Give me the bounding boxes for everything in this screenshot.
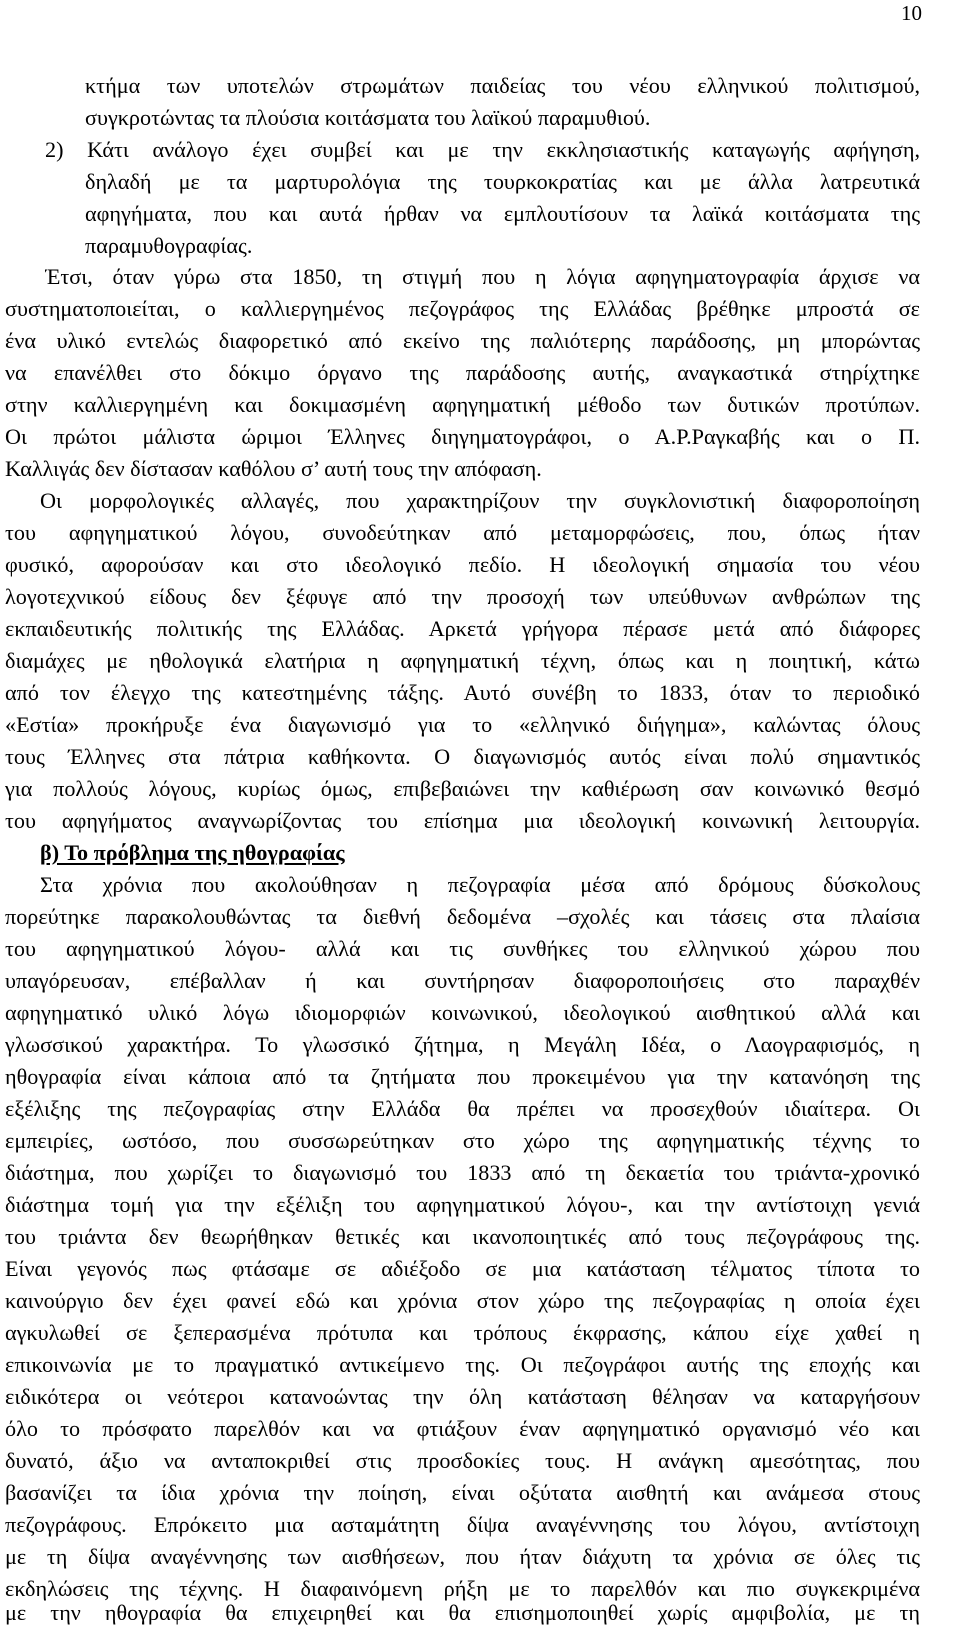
text-line: όλο το πρόσφατο παρελθόν και να φτιάξουν έναν αφηγηματικό οργανισμό νέο και — [5, 1416, 920, 1441]
text-line: ένα υλικό εντελώς διαφορετικό από εκείνο της παλιότερης παράδοσης, μη μπορώντας — [5, 328, 920, 353]
text-line: δηλαδή με τα μαρτυρολόγια της τουρκοκρατίας και με άλλα λατρευτικά — [85, 169, 920, 194]
text-line: Έτσι, όταν γύρω στα 1850, τη στιγμή που η λόγια αφηγηματογραφία άρχισε να — [45, 264, 920, 289]
text-line: αφηγηματικό υλικό λόγω ιδιομορφιών κοινωνικού, ιδεολογικού αισθητικού αλλά και — [5, 1000, 920, 1025]
text-line: να επανέλθει στο δόκιμο όργανο της παράδοσης αυτής, αναγκαστικά στηρίχτηκε — [5, 360, 920, 385]
text-line: δυνατό, άξιο να ανταποκριθεί στις προσδοκίες τους. Η ανάγκη αμεσότητας, που — [5, 1448, 920, 1473]
text-line: 2) Κάτι ανάλογο έχει συμβεί και με την εκκλησιαστικής καταγωγής αφήγηση, — [45, 137, 920, 162]
text-line: ειδικότερα οι νεότεροι κατανοώντας την όλη κατάσταση θέλησαν να καταργήσουν — [5, 1384, 920, 1409]
section-heading: β) Το πρόβλημα της ηθογραφίας — [40, 840, 345, 865]
text-line: διαμάχες με ηθολογικά ελατήρια η αφηγηματική τέχνη, όπως και η ποιητική, κάτω — [5, 648, 920, 673]
text-line: του αφηγηματικού λόγου- αλλά και τις συνθήκες του ελληνικού χώρου που — [5, 936, 920, 961]
text-line: του τριάντα δεν θεωρήθηκαν θετικές και ικανοποιητικές από τους πεζογράφους της. — [5, 1224, 920, 1249]
text-line: κτήμα των υποτελών στρωμάτων παιδείας του νέου ελληνικού πολιτισμού, — [85, 73, 920, 98]
text-line: ηθογραφία είναι κάποια από τα ζητήματα που προκειμένου για την κατανόηση της — [5, 1064, 920, 1089]
text-line: συγκροτώντας τα πλούσια κοιτάσματα του λαϊκού παραμυθιού. — [85, 105, 651, 130]
text-line: του αφηγήματος αναγνωρίζοντας του επίσημα μια ιδεολογική κοινωνική λειτουργία. — [5, 808, 920, 833]
text-line: από τον έλεγχο της κατεστημένης τάξης. Αυτό συνέβη το 1833, όταν το περιοδικό — [5, 680, 920, 705]
text-line: εμπειρίες, ωστόσο, που συσσωρεύτηκαν στο χώρο της αφηγηματικής τέχνης το — [5, 1128, 920, 1153]
text-line: διάστημα, που χωρίζει το διαγωνισμό του 1833 από τη δεκαετία του τριάντα-χρονικό — [5, 1160, 920, 1185]
page-number: 10 — [901, 1, 922, 25]
text-line: με τη δίψα αναγέννησης των αισθήσεων, που ήταν διάχυτη τα χρόνια σε όλες τις — [5, 1544, 920, 1569]
text-line: Οι πρώτοι μάλιστα ώριμοι Έλληνες διηγηματογράφοι, ο Α.Ρ.Ραγκαβής και ο Π. — [5, 424, 920, 449]
text-line: εκπαιδευτικής πολιτικής της Ελλάδας. Αρκετά γρήγορα πέρασε μετά από διάφορες — [5, 616, 920, 641]
text-line: Καλλιγάς δεν δίστασαν καθόλου σ’ αυτή τους την απόφαση. — [5, 456, 542, 481]
text-line: εκδηλώσεις της τέχνης. Η διαφαινόμενη ρήξη με το παρελθόν και πιο συγκεκριμένα — [5, 1576, 920, 1601]
text-line: πορεύτηκε παρακολουθώντας τα διεθνή δεδομένα –σχολές και τάσεις στα πλαίσια — [5, 904, 920, 929]
text-line: για πολλούς λόγους, κυρίως όμως, επιβεβαιώνει την καθιέρωση σαν κοινωνικό θεσμό — [5, 776, 920, 801]
text-line: του αφηγηματικού λόγου, συνοδεύτηκαν από μεταμορφώσεις, που, όπως ήταν — [5, 520, 920, 545]
text-line: παραμυθογραφίας. — [85, 233, 253, 258]
text-line: Οι μορφολογικές αλλαγές, που χαρακτηρίζουν την συγκλονιστική διαφοροποίηση — [40, 488, 920, 513]
text-line: επικοινωνία με το πραγματικό αντικείμενο της. Οι πεζογράφοι αυτής της εποχής και — [5, 1352, 920, 1377]
text-line: πεζογράφους. Επρόκειτο μια ασταμάτητη δίψα αναγέννησης του λόγου, αντίστοιχη — [5, 1512, 920, 1537]
text-line: με την ηθογραφία θα επιχειρηθεί και θα επισημοποιηθεί χωρίς αμφιβολία, με τη — [5, 1600, 920, 1625]
text-line: «Εστία» προκήρυξε ένα διαγωνισμό για το «ελληνικό διήγημα», καλώντας όλους — [5, 712, 920, 737]
text-line: Στα χρόνια που ακολούθησαν η πεζογραφία μέσα από δρόμους δύσκολους — [40, 872, 920, 897]
text-line: βασανίζει τα ίδια χρόνια την ποίηση, είναι οξύτατα αισθητή και ανάμεσα στους — [5, 1480, 920, 1505]
text-line: γλωσσικού χαρακτήρα. Το γλωσσικό ζήτημα, η Μεγάλη Ιδέα, ο Λαογραφισμός, η — [5, 1032, 920, 1057]
text-line: αγκυλωθεί σε ξεπερασμένα πρότυπα και τρόπους έκφρασης, κάπου είχε χαθεί η — [5, 1320, 920, 1345]
text-line: διάστημα τομή για την εξέλιξη του αφηγηματικού λόγου-, και την αντίστοιχη γενιά — [5, 1192, 920, 1217]
text-line: λογοτεχνικού είδους δεν ξέφυγε από την προσοχή των υπεύθυνων ανθρώπων της — [5, 584, 920, 609]
text-line: υπαγόρευσαν, επέβαλλαν ή και συντήρησαν διαφοροποιήσεις στο παραχθέν — [5, 968, 920, 993]
text-line: Είναι γεγονός πως φτάσαμε σε αδιέξοδο σε μια κατάσταση τέλματος τίποτα το — [5, 1256, 920, 1281]
text-line: φυσικό, αφορούσαν και στο ιδεολογικό πεδίο. Η ιδεολογική σημασία του νέου — [5, 552, 920, 577]
text-line: αφηγήματα, που και αυτά ήρθαν να εμπλουτίσουν τα λαϊκά κοιτάσματα της — [85, 201, 920, 226]
text-line: καινούργιο δεν έχει φανεί εδώ και χρόνια στον χώρο της πεζογραφίας η οποία έχει — [5, 1288, 920, 1313]
text-line: συστηματοποιείται, ο καλλιεργημένος πεζογράφος της Ελλάδας βρέθηκε μπροστά σε — [5, 296, 920, 321]
text-line: στην καλλιεργημένη και δοκιμασμένη αφηγηματική μέθοδο των δυτικών προτύπων. — [5, 392, 920, 417]
text-line: τους Έλληνες στα πάτρια καθήκοντα. Ο διαγωνισμός αυτός είναι πολύ σημαντικός — [5, 744, 920, 769]
text-line: εξέλιξης της πεζογραφίας στην Ελλάδα θα πρέπει να προσεχθούν ιδιαίτερα. Οι — [5, 1096, 920, 1121]
